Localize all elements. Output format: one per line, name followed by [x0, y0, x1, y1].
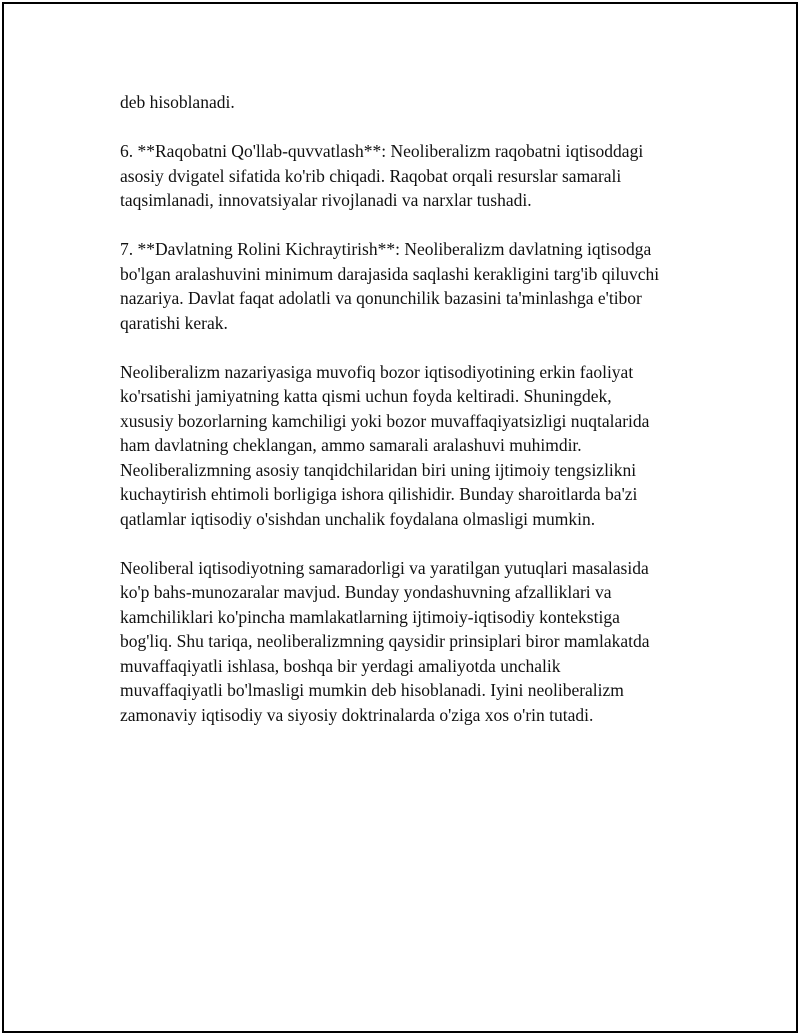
paragraph-continuation: deb hisoblanadi.: [120, 92, 235, 112]
paragraph-body-2: Neoliberal iqtisodiyotning samaradorligi va yaratilgan yutuqlari masalasida ko'p bahs-munozaralar mavjud. Bunday yondashuvning afzalliklari va kamchiliklari ko'pincha mamlakatlarning ijtimoiy-iqtisodiy kontekstiga bog'liq. Shu tariqa, neoliberalizmning qaysidir prinsiplari biror mamlakatda muvaffaqiyatli ishlasa, boshqa bir yerdagi amaliyotda unchalik muvaffaqiyatli bo'lmasligi mumkin deb hisoblanadi. Iyini neoliberalizm zamonaviy iqtisodiy va siyosiy doktrinalarda o'ziga xos o'rin tutadi.: [120, 557, 650, 725]
document-page: [2, 2, 798, 1033]
paragraph-item-6: 6. **Raqobatni Qo'llab-quvvatlash**: Neoliberalizm raqobatni iqtisoddagi asosiy dvigatel sifatida ko'rib chiqadi. Raqobat orqali resurslar samarali taqsimlanadi, innovatsiyalar rivojlanadi va narxlar tushadi.: [120, 141, 644, 210]
paragraph-item-7: 7. **Davlatning Rolini Kichraytirish**: Neoliberalizm davlatning iqtisodga bo'lgan aralashuvini minimum darajasida saqlashi kerakligini targ'ib qiluvchi nazariya. Davlat faqat adolatli va qonunchilik bazasini ta'minlashga e'tibor qaratishi kerak.: [120, 239, 660, 333]
paragraph-body-1: Neoliberalizm nazariyasiga muvofiq bozor iqtisodiyotining erkin faoliyat ko'rsatishi jamiyatning katta qismi uchun foyda keltiradi. Shuningdek, xususiy bozorlarning kamchiligi yoki bozor muvaffaqiyatsizligi nuqtalarida ham davlatning cheklangan, ammo samarali aralashuvi muhimdir. Neoliberalizmning asosiy tanqidchilaridan biri uning ijtimoiy tengsizlikni kuchaytirish ehtimoli borligiga ishora qilishidir. Bunday sharoitlarda ba'zi qatlamlar iqtisodiy o'sishdan unchalik foydalana olmasligi mumkin.: [120, 361, 650, 529]
document-body: [120, 90, 700, 752]
